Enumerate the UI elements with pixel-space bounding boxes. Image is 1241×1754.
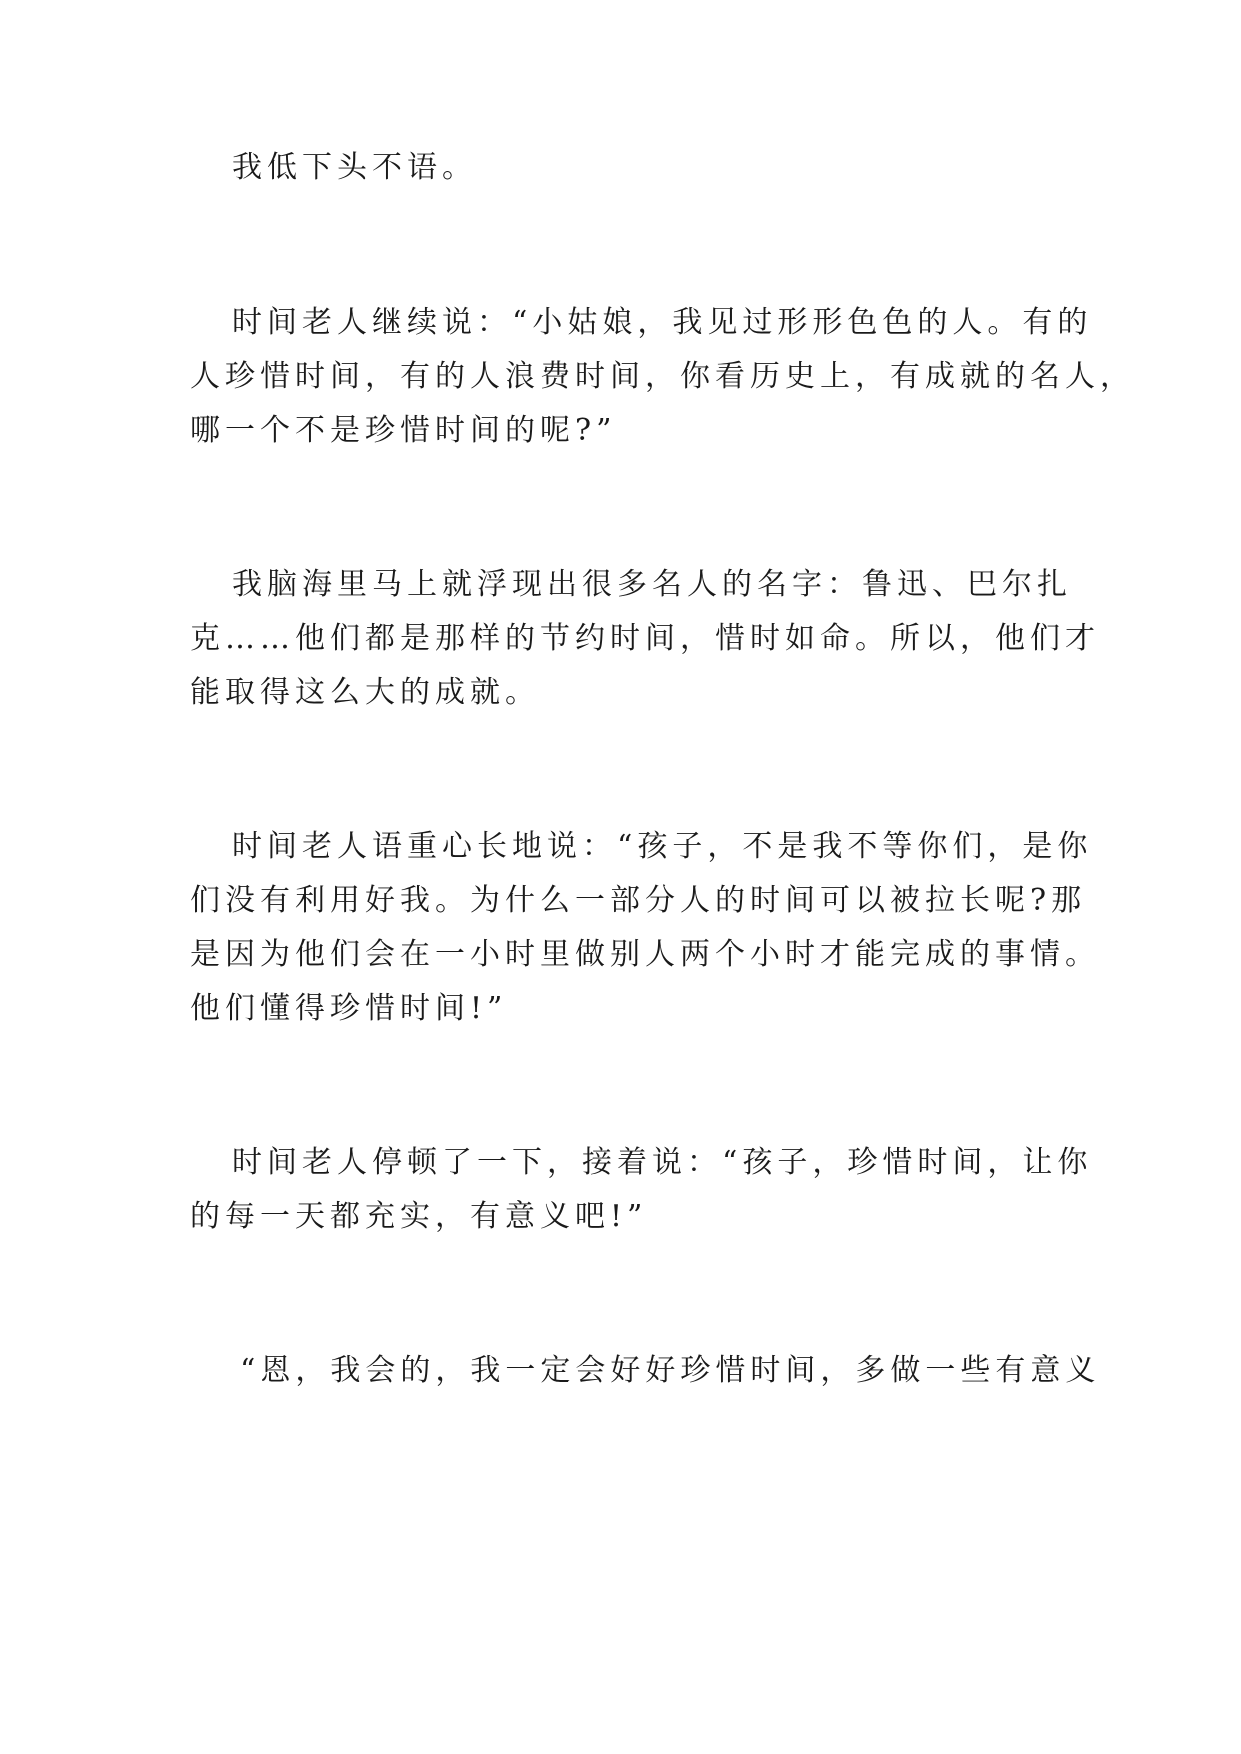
paragraph-5-line-2: 的每一天都充实，有意义吧!” [190,1199,648,1234]
paragraph-4-line-2: 们没有利用好我。为什么一部分人的时间可以被拉长呢?那 [190,883,1087,918]
paragraph-1-line-1: 我低下头不语。 [232,150,477,185]
paragraph-5-line-1: 时间老人停顿了一下，接着说：“孩子，珍惜时间，让你 [232,1145,1093,1180]
paragraph-2-line-3: 哪一个不是珍惜时间的呢?” [190,413,617,448]
paragraph-3-line-3: 能取得这么大的成就。 [190,675,540,710]
paragraph-2-line-2: 人珍惜时间，有的人浪费时间，你看历史上，有成就的名人， [190,359,1135,394]
paragraph-4-line-4: 他们懂得珍惜时间!” [190,991,508,1026]
paragraph-4-line-3: 是因为他们会在一小时里做别人两个小时才能完成的事情。 [190,937,1100,972]
paragraph-3-line-1: 我脑海里马上就浮现出很多名人的名字：鲁迅、巴尔扎 [232,567,1072,602]
paragraph-2-line-1: 时间老人继续说：“小姑娘，我见过形形色色的人。有的 [232,305,1093,340]
paragraph-4-line-1: 时间老人语重心长地说：“孩子，不是我不等你们，是你 [232,829,1093,864]
paragraph-3-line-2: 克……他们都是那样的节约时间，惜时如命。所以，他们才 [190,621,1100,656]
paragraph-6-line-1: “恩，我会的，我一定会好好珍惜时间，多做一些有意义 [240,1353,1101,1388]
